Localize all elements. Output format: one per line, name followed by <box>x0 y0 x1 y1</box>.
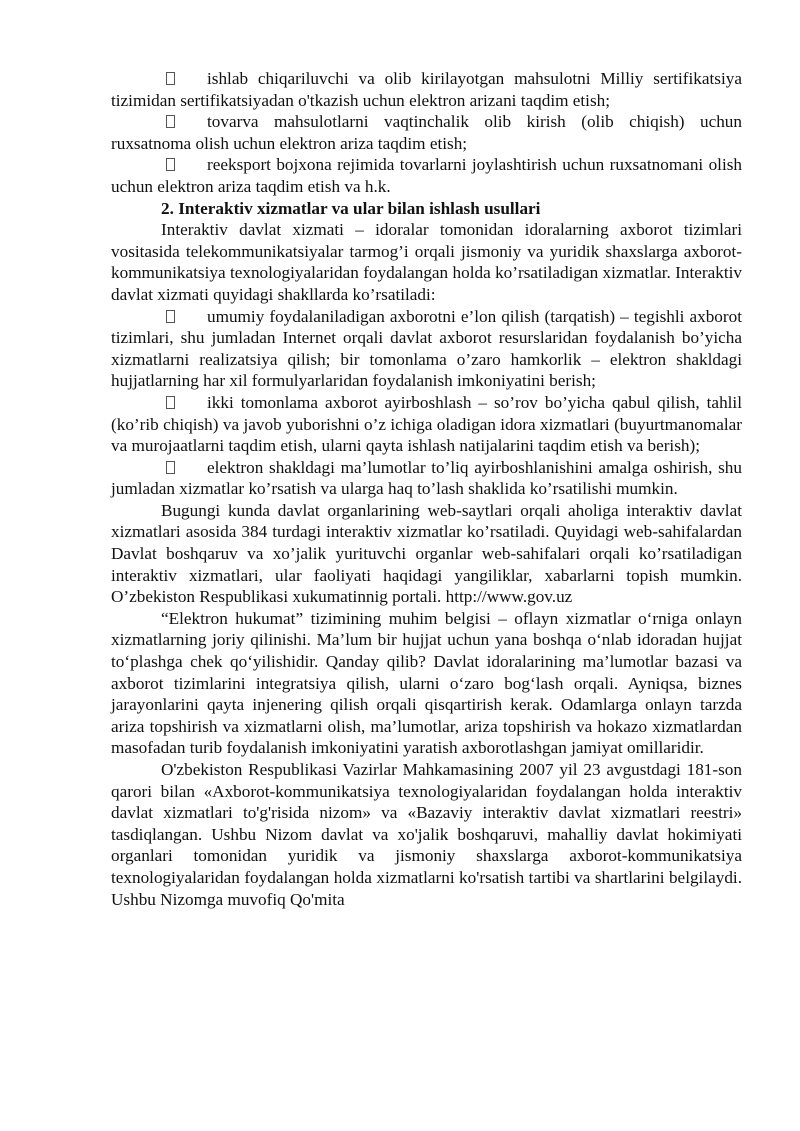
document-page <box>111 68 742 910</box>
bullet-item: elektron shakldagi ma’lumotlar to’liq ayirboshlanishini amalga oshirish, shu jumladan xizmatlar ko’rsatish va ularga haq to’lash shaklida ko’rsatilishi mumkin. <box>111 457 742 499</box>
bullet-box-icon <box>161 306 207 328</box>
bullet-box-icon <box>161 392 207 414</box>
bullet-box-icon <box>161 68 207 90</box>
bullet-item: umumiy foydalaniladigan axborotni e’lon qilish (tarqatish) – tegishli axborot tizimlari, shu jumladan Internet orqali davlat axborot resurslaridan foydalanish bo’yicha xizmatlarni realizatsiya qilish; bir tomonlama o’zaro hamkorlik – elektron shakldagi hujjatlarning har xil formulyarlaridan foydalanish imkoniyatini berish; <box>111 306 742 391</box>
intro-paragraph: Interaktiv davlat xizmati – idoralar tomonidan idoralarning axborot tizimlari vositasida telekommunikatsiyalar tarmog’i orqali jismoniy va yuridik shaxslarga axborot-kommunikatsiya texnologiyalaridan foydalangan holda ko’rsatiladigan xizmatlar. Interaktiv davlat xizmati quyidagi shakllarda ko’rsatiladi: <box>111 220 742 304</box>
bullet-item: tovarva mahsulotlarni vaqtinchalik olib kirish (olib chiqish) uchun ruxsatnoma olish uchun elektron ariza taqdim etish; <box>111 112 742 153</box>
bullet-box-icon <box>161 457 207 479</box>
bullet-item: ikki tomonlama axborot ayirboshlash – so’rov bo’yicha qabul qilish, tahlil (ko’rib chiqish) va javob yuborishni o’z ichiga oladigan idora xizmatlari (buyurtmanomalar va murojaatlarni taqdim etish, ularni qayta ishlash natijalarini taqdim etish va berish); <box>111 392 742 456</box>
bullet-box-icon <box>161 154 207 176</box>
section-heading: 2. Interaktiv xizmatlar va ular bilan ishlash usullari <box>161 198 541 218</box>
today-paragraph: Bugungi kunda davlat organlarining web-saytlari orqali aholiga interaktiv davlat xizmatlari asosida 384 turdagi interaktiv xizmatlar ko’rsatiladi. Quyidagi web-sahifalardan Davlat boshqaruv va xo’jalik yurituvchi organlar web-sahifalari orqali ko’rsatiladigan interaktiv xizmatlari, ular faoliyati haqidagi yangiliklar, xabarlarni topish mumkin. O’zbekiston Respublikasi xukumatinnig portali. http://www.gov.uz <box>111 500 742 607</box>
bullet-box-icon <box>161 111 207 133</box>
bullet-item: ishlab chiqariluvchi va olib kirilayotgan mahsulotni Milliy sertifikatsiya tizimidan sertifikatsiyadan o'tkazish uchun elektron arizani taqdim etish; <box>111 69 742 110</box>
bullet-item: reeksport bojxona rejimida tovarlarni joylashtirish uchun ruxsatnomani olish uchun elektron ariza taqdim etish va h.k. <box>111 155 742 196</box>
egov-paragraph: “Elektron hukumat” tizimining muhim belgisi – oflayn xizmatlar o‘rniga onlayn xizmatlarning joriy qilinishi. Ma’lum bir hujjat uchun yana boshqa o‘nlab idoradan hujjat to‘plashga chek qo‘yilishidir. Qanday qilib? Davlat idoralarining ma’lumotlar bazasi va axborot tizimlarini integratsiya qilish, ularni o‘zaro bog‘lash orqali. Ayniqsa, biznes jarayonlarini qayta injenering qilish orqali qisqartirish kerak. Odamlarga onlayn tarzda ariza topshirish va xizmatlarni olish, ma’lumotlar, ariza topshirish va hokazo xizmatlardan masofadan turib foydalanish imkoniyatini yaratish axborotlashgan jamiyat omillaridir. <box>111 608 742 758</box>
decree-paragraph: O'zbekiston Respublikasi Vazirlar Mahkamasining 2007 yil 23 avgustdagi 181-son qarori bilan «Axborot-kommunikatsiya texnologiyalaridan foydalangan holda interaktiv davlat xizmatlari to'g'risida nizom» va «Bazaviy interaktiv davlat xizmatlari reestri» tasdiqlangan. Ushbu Nizom davlat va xo'jalik boshqaruvi, mahalliy davlat hokimiyati organlari tomonidan yuridik va jismoniy shaxslarga axborot-kommunikatsiya texnologiyalaridan foydalangan holda xizmatlarni ko'rsatish tartibi va shartlarini belgilaydi. Ushbu Nizomga muvofiq Qo'mita <box>111 760 742 909</box>
